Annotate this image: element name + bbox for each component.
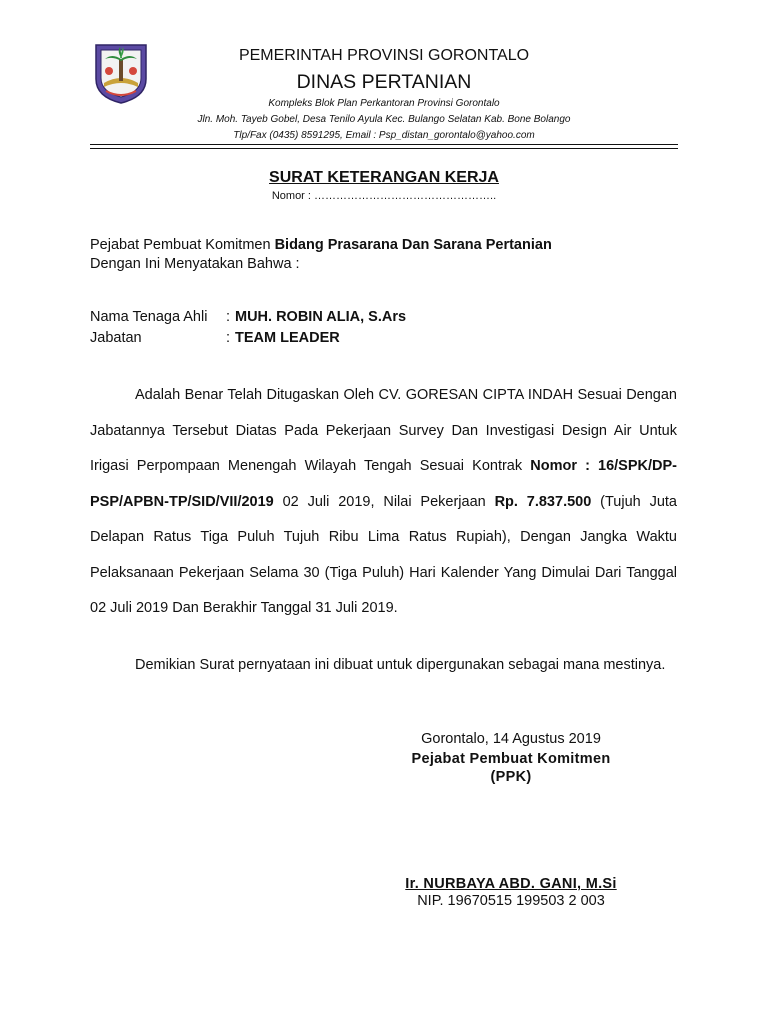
signature-place-date: Gorontalo, 14 Agustus 2019: [421, 731, 601, 747]
position-label: Jabatan: [90, 330, 142, 346]
body-text-3: (Tujuh Juta Delapan Ratus Tiga Puluh Tujuh Ribu Lima Ratus Rupiah), Dengan Jangka Waktu Pelaksanaan Pekerjaan Selama 30 (Tiga Puluh) Hari Kalender Yang Dimulai Dari Tanggal 02 Juli 2019 Dan Berakhir Tanggal 31 Juli 2019.: [90, 493, 677, 616]
signatory-name: [376, 876, 646, 892]
government-name: PEMERINTAH PROVINSI GORONTALO: [238, 47, 530, 64]
letter-number: Nomor : …………………………………………..: [271, 190, 497, 202]
signature-role-abbr: (PPK): [490, 769, 532, 785]
body-text-2: 02 Juli 2019, Nilai Pekerjaan: [273, 493, 495, 510]
closing-text: Demikian Surat pernyataan ini dibuat untuk dipergunakan sebagai mana mestinya.: [135, 657, 666, 673]
contract-amount: Rp. 7.837.500: [494, 493, 592, 510]
signatory-name-text: Ir. NURBAYA ABD. GANI, M.Si: [405, 876, 617, 892]
signatory-nip: NIP. 19670515 199503 2 003: [417, 893, 605, 909]
position-value: TEAM LEADER: [235, 330, 340, 346]
intro-line-2: Dengan Ini Menyatakan Bahwa :: [90, 256, 300, 272]
department-name: DINAS PERTANIAN: [296, 71, 472, 93]
letter-title: SURAT KETERANGAN KERJA: [269, 169, 499, 186]
closing-paragraph: [90, 655, 677, 675]
signature-role: Pejabat Pembuat Komitmen: [411, 751, 611, 767]
body-text-1: Adalah Benar Telah Ditugaskan Oleh CV. GORESAN CIPTA INDAH Sesuai Dengan Jabatannya Tersebut Diatas Pada Pekerjaan Survey Dan Investigasi Design Air Untuk Irigasi Perpompaan Menengah Wilayah Tengah Sesuai Kontrak: [90, 387, 677, 474]
intro-line-1: [90, 237, 552, 253]
address-line-1: Kompleks Blok Plan Perkantoran Provinsi Gorontalo: [268, 98, 500, 109]
name-value: MUH. ROBIN ALIA, S.Ars: [235, 309, 407, 325]
contract-number: Nomor : 16/SPK/DP-PSP/APBN-TP/SID/VII/2019: [90, 458, 677, 510]
name-separator: :: [226, 309, 231, 325]
intro-field: Bidang Prasarana Dan Sarana Pertanian: [274, 237, 552, 253]
address-line-2: Jln. Moh. Tayeb Gobel, Desa Tenilo Ayula Kec. Bulango Selatan Kab. Bone Bolango: [197, 114, 571, 125]
body-paragraph: [90, 378, 677, 627]
intro-prefix: Pejabat Pembuat Komitmen: [90, 237, 275, 253]
letterhead-divider-double: [90, 148, 678, 149]
address-line-3: Tlp/Fax (0435) 8591295, Email : Psp_distan_gorontalo@yahoo.com: [233, 130, 535, 141]
position-separator: :: [226, 330, 231, 346]
letterhead-divider: [90, 144, 678, 145]
name-label: Nama Tenaga Ahli: [90, 309, 208, 325]
